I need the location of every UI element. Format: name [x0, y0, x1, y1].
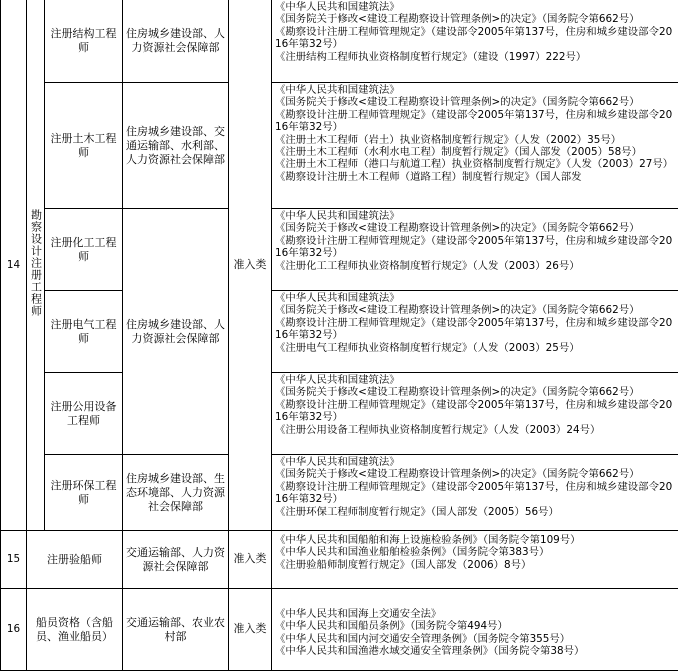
table-row [1, 373, 678, 455]
department-cell: 住房城乡建设部、人力资源社会保障部 [123, 209, 229, 455]
basis-cell [272, 291, 678, 373]
access-type: 准入类 [229, 0, 272, 531]
basis-line: 《国务院关于修改<建设工程勘察设计管理条例>的决定》（国务院令第662号） [275, 222, 676, 234]
basis-cell [272, 531, 678, 589]
basis-line: 《勘察设计注册工程师管理规定》（建设部令2005年第137号，住房和城乡建设部令2016年第32号） [275, 109, 676, 134]
basis-line: 《勘察设计注册土木工程师（道路工程）制度暂行规定》（国人部发 [275, 171, 676, 183]
basis-line: 《中华人民共和国海上交通安全法》 [275, 608, 676, 620]
basis-line: 《国务院关于修改<建设工程勘察设计管理条例>的决定》（国务院令第662号） [275, 304, 676, 316]
qualification-name: 注册化工工程师 [45, 209, 123, 291]
table-row [1, 589, 678, 671]
department-cell: 交通运输部、农业农村部 [123, 589, 229, 671]
row-number: 16 [1, 589, 27, 671]
basis-line: 《中华人民共和国船舶和海上设施检验条例》（国务院令第109号） [275, 534, 676, 546]
basis-cell [272, 209, 678, 291]
basis-line: 《注册土木工程师（岩土）执业资格制度暂行规定》（人发（2002）35号） [275, 134, 676, 146]
department-cell: 住房城乡建设部、交通运输部、水利部、人力资源社会保障部 [123, 83, 229, 209]
basis-line: 《注册环保工程师制度暂行规定》（国人部发（2005）56号） [275, 506, 676, 518]
basis-line: 《勘察设计注册工程师管理规定》（建设部令2005年第137号，住房和城乡建设部令2016年第32号） [275, 481, 676, 506]
basis-line: 《中华人民共和国建筑法》 [275, 292, 676, 304]
basis-line: 《注册土木工程师（港口与航道工程）执业资格制度暂行规定》（人发（2003）27号） [275, 158, 676, 170]
table-row [1, 291, 678, 373]
basis-cell [272, 373, 678, 455]
qualification-name: 船员资格（含船员、渔业船员） [27, 589, 123, 671]
department-cell: 住房城乡建设部、生态环境部、人力资源社会保障部 [123, 455, 229, 531]
table-row [1, 531, 678, 589]
basis-line: 《勘察设计注册工程师管理规定》（建设部令2005年第137号，住房和城乡建设部令2016年第32号） [275, 317, 676, 342]
basis-line: 《中华人民共和国建筑法》 [275, 84, 676, 96]
basis-line: 《注册公用设备工程师执业资格制度暂行规定》（人发（2003）24号） [275, 424, 676, 436]
department-cell: 交通运输部、人力资源社会保障部 [123, 531, 229, 589]
basis-line: 《中华人民共和国建筑法》 [275, 374, 676, 386]
basis-cell [272, 83, 678, 209]
basis-line: 《勘察设计注册工程师管理规定》（建设部令2005年第137号，住房和城乡建设部令2016年第32号） [275, 235, 676, 260]
basis-line: 《中华人民共和国建筑法》 [275, 456, 676, 468]
basis-line: 《国务院关于修改<建设工程勘察设计管理条例>的决定》（国务院令第662号） [275, 13, 676, 25]
row-number: 14 [1, 0, 27, 531]
qualification-name: 注册公用设备工程师 [45, 373, 123, 455]
basis-line: 《中华人民共和国渔港水域交通安全管理条例》（国务院令第38号） [275, 645, 676, 657]
basis-line: 《中华人民共和国内河交通安全管理条例》（国务院令第355号） [275, 633, 676, 645]
basis-line: 《国务院关于修改<建设工程勘察设计管理条例>的决定》（国务院令第662号） [275, 96, 676, 108]
category-cell [27, 0, 45, 531]
basis-line: 《勘察设计注册工程师管理规定》（建设部令2005年第137号，住房和城乡建设部令2016年第32号） [275, 399, 676, 424]
table-row [1, 209, 678, 291]
qualification-name: 注册验船师 [27, 531, 123, 589]
basis-line: 《中华人民共和国渔业船舶检验条例》（国务院令第383号） [275, 546, 676, 558]
basis-line: 《勘察设计注册工程师管理规定》（建设部令2005年第137号，住房和城乡建设部令2016年第32号） [275, 26, 676, 51]
basis-line: 《国务院关于修改<建设工程勘察设计管理条例>的决定》（国务院令第662号） [275, 386, 676, 398]
access-type: 准入类 [229, 531, 272, 589]
access-type: 准入类 [229, 589, 272, 671]
qualification-name: 注册结构工程师 [45, 0, 123, 83]
qualification-name: 注册环保工程师 [45, 455, 123, 531]
basis-line: 《中华人民共和国建筑法》 [275, 210, 676, 222]
basis-line: 《注册化工工程师执业资格制度暂行规定》（人发（2003）26号） [275, 260, 676, 272]
basis-line: 《注册电气工程师执业资格制度暂行规定》（人发（2003）25号） [275, 342, 676, 354]
basis-cell [272, 589, 678, 671]
table-row [1, 0, 678, 83]
qualification-name: 注册电气工程师 [45, 291, 123, 373]
basis-line: 《注册土木工程师（水利水电工程）制度暂行规定》（国人部发（2005）58号） [275, 146, 676, 158]
row-number: 15 [1, 531, 27, 589]
basis-line: 《国务院关于修改<建设工程勘察设计管理条例>的决定》（国务院令第662号） [275, 468, 676, 480]
qualification-name: 注册土木工程师 [45, 83, 123, 209]
basis-line: 《注册结构工程师执业资格制度暂行规定》（建设（1997）222号） [275, 51, 676, 63]
basis-line: 《中华人民共和国船员条例》（国务院令第494号） [275, 620, 676, 632]
basis-cell [272, 455, 678, 531]
basis-cell [272, 0, 678, 83]
department-cell: 住房城乡建设部、人力资源社会保障部 [123, 0, 229, 83]
basis-line: 《注册验船师制度暂行规定》（国人部发（2006）8号） [275, 559, 676, 571]
basis-line: 《中华人民共和国建筑法》 [275, 1, 676, 13]
table-row [1, 83, 678, 209]
category-label: 勘察设计注册工程师 [30, 209, 42, 317]
table-row [1, 455, 678, 531]
